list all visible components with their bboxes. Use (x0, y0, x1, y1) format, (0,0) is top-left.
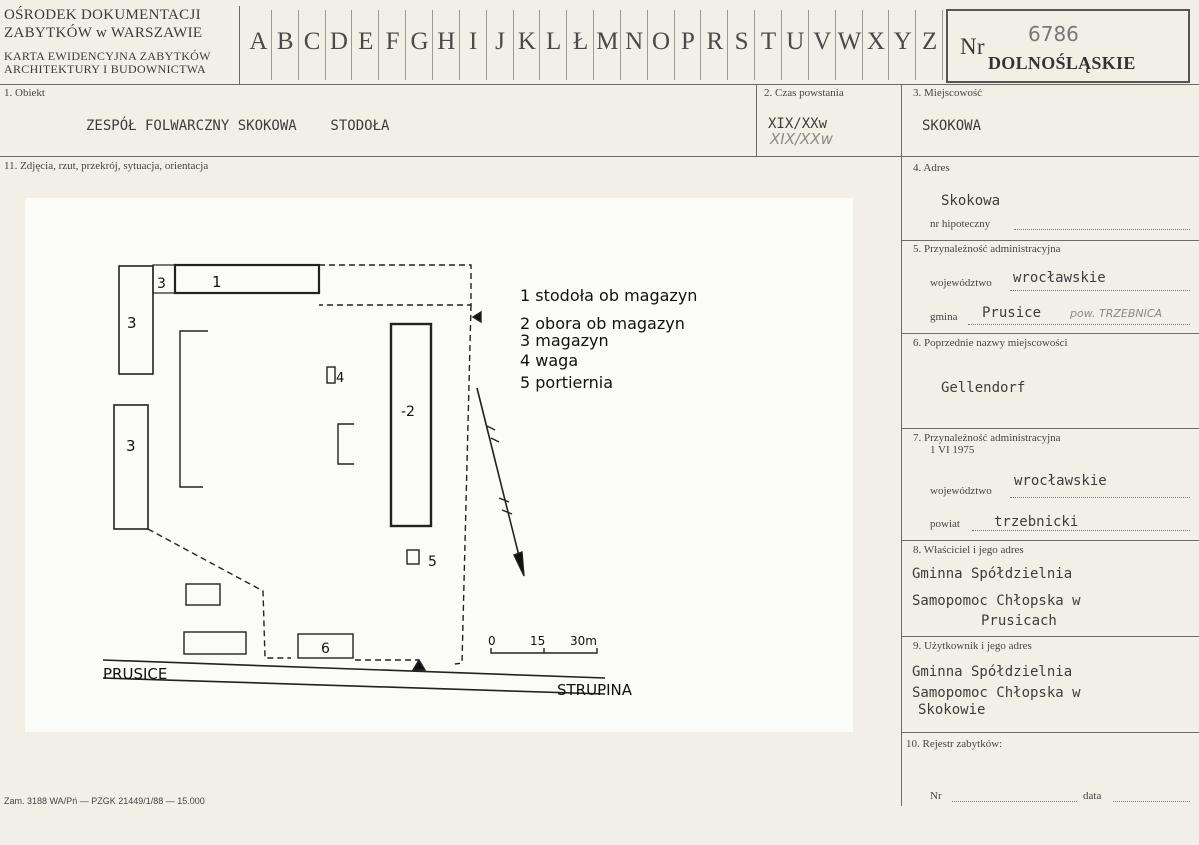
fence-right (455, 305, 471, 664)
index-letter: G (410, 28, 429, 55)
legend-item-2: 2 obora ob magazyn (520, 314, 685, 333)
institution-name (4, 6, 202, 42)
index-letter: L (546, 28, 562, 55)
index-letter: V (813, 28, 832, 55)
north-arrow-head (514, 552, 524, 576)
nr-value: 6786 (1028, 22, 1079, 46)
legend-item-3: 3 magazyn (520, 331, 609, 350)
road-bottom (103, 678, 605, 694)
index-letter: S (734, 28, 749, 55)
rejestr-data-label: data (1083, 790, 1102, 802)
label-building-5: 5 (428, 554, 437, 570)
index-letter: M (596, 28, 619, 55)
nr-label: Nr (960, 34, 985, 59)
site-plan-drawing (25, 198, 853, 732)
label-building-3-small: 3 (157, 276, 166, 292)
index-letter: X (866, 28, 885, 55)
uzytkownik-label: 9. Użytkownik i jego adres (913, 640, 1032, 652)
shed-outline (180, 331, 208, 487)
label-building-2: -2 (401, 404, 415, 420)
index-letter: D (329, 28, 348, 55)
miejscowosc-label: 3. Miejscowość (913, 87, 983, 99)
index-letter: U (786, 28, 805, 55)
index-letter: I (469, 28, 478, 55)
index-letter: J (495, 28, 505, 55)
index-letter: K (517, 28, 536, 55)
wlasciciel-line2: Samopomoc Chłopska w (912, 593, 1081, 609)
print-info: Zam. 3188 WA/Pń — PZGK 21449/1/88 — 15.000 (4, 796, 205, 806)
building-small-a (186, 584, 220, 605)
obiekt-value: ZESPÓŁ FOLWARCZNY SKOKOWA STODOŁA (86, 118, 390, 134)
przynaleznosc2-date: 1 VI 1975 (930, 444, 975, 456)
poprzednie-label: 6. Poprzednie nazwy miejscowości (913, 337, 1068, 349)
przynaleznosc2-label: 7. Przynależność administracyjna (913, 432, 1061, 444)
legend-item-4: 4 waga (520, 351, 579, 370)
index-letter: E (358, 28, 374, 55)
institution-line1: OŚRODEK DOKUMENTACJI (4, 7, 201, 23)
index-letter: H (437, 28, 456, 55)
legend-item-5: 5 portiernia (520, 373, 614, 392)
index-letter: W (837, 28, 862, 55)
czas-label: 2. Czas powstania (764, 87, 844, 99)
index-letter: F (385, 28, 400, 55)
uzytkownik-line3: Skokowie (918, 702, 986, 718)
building-small-b (184, 632, 246, 654)
wlasciciel-line1: Gminna Spółdzielnia (912, 566, 1073, 582)
index-letter: C (303, 28, 321, 55)
index-letter: B (276, 28, 294, 55)
scale-label-30m: 30m (570, 634, 597, 648)
bracket-small (338, 424, 354, 464)
road-label-strupina: STRUPINA (557, 681, 633, 699)
label-building-1: 1 (212, 273, 222, 291)
index-letter: R (706, 28, 724, 55)
przynaleznosc-label: 5. Przynależność administracyjna (913, 243, 1061, 255)
card-title-line2: ARCHITEKTURY I BUDOWNICTWA (4, 62, 207, 76)
building-1 (175, 265, 319, 293)
wlasciciel-line3: Prusicach (981, 613, 1057, 629)
gate-marker-bottom (413, 660, 425, 670)
hipoteczny-label: nr hipoteczny (930, 218, 991, 230)
gate-marker-right (473, 312, 481, 322)
wojewodztwo2-value: wrocławskie (1014, 473, 1107, 489)
index-letter: N (625, 28, 644, 55)
adres-label: 4. Adres (913, 162, 950, 174)
building-4 (327, 367, 335, 383)
obiekt-label: 1. Obiekt (4, 87, 45, 99)
gmina-value: Prusice (982, 305, 1042, 321)
adres-value: Skokowa (941, 193, 1001, 209)
wojewodztwo-value: wrocławskie (1013, 270, 1106, 286)
index-letter: O (652, 28, 671, 55)
scale-label-0: 0 (488, 634, 496, 648)
institution-line2: ZABYTKÓW w WARSZAWIE (4, 25, 203, 41)
index-letter: Z (921, 28, 938, 55)
zdjecia-label: 11. Zdjęcia, rzut, przekrój, sytuacja, orientacja (4, 160, 209, 172)
index-letter: Ł (572, 28, 589, 55)
uzytkownik-line1: Gminna Spółdzielnia (912, 664, 1073, 680)
road-label-prusice: PRUSICE (103, 665, 168, 683)
index-letter: A (249, 28, 268, 55)
label-building-3-top: 3 (127, 314, 137, 332)
building-2 (391, 324, 431, 526)
building-5 (407, 550, 419, 564)
rejestr-nr-label: Nr (930, 790, 942, 802)
rejestr-label: 10. Rejestr zabytków: (906, 738, 1003, 750)
road-top (103, 660, 605, 678)
label-building-3-bottom: 3 (126, 437, 136, 455)
czas-value: XIX/XXw (768, 116, 828, 132)
index-letter: P (680, 28, 695, 55)
powiat-label: powiat (930, 518, 960, 530)
card-title (4, 50, 211, 76)
czas-pencil: XIX/XXw (770, 130, 833, 148)
region-label: DOLNOŚLĄSKIE (988, 53, 1136, 73)
scale-label-15: 15 (530, 634, 546, 648)
legend-item-1: 1 stodoła ob magazyn (520, 286, 698, 305)
wojewodztwo2-label: województwo (930, 485, 992, 497)
powiat-value: trzebnicki (994, 514, 1079, 530)
building-3-bottom (114, 405, 148, 529)
site-plan-photo (25, 198, 853, 732)
label-building-4: 4 (336, 371, 345, 386)
miejscowosc-value: SKOKOWA (922, 118, 982, 134)
index-letter: T (760, 28, 777, 55)
gmina-label: gmina (930, 311, 958, 323)
poprzednie-value: Gellendorf (941, 380, 1026, 396)
label-building-6: 6 (321, 641, 330, 657)
card-title-line1: KARTA EWIDENCYJNA ZABYTKÓW (4, 49, 211, 63)
uzytkownik-line2: Samopomoc Chłopska w (912, 685, 1081, 701)
north-arrow-line (477, 388, 522, 568)
index-letter: Y (893, 28, 912, 55)
gmina-pencil: pow. TRZEBNICA (1070, 307, 1163, 320)
fence-top (319, 265, 471, 305)
wlasciciel-label: 8. Właściciel i jego adres (913, 544, 1024, 556)
wojewodztwo-label: województwo (930, 277, 992, 289)
